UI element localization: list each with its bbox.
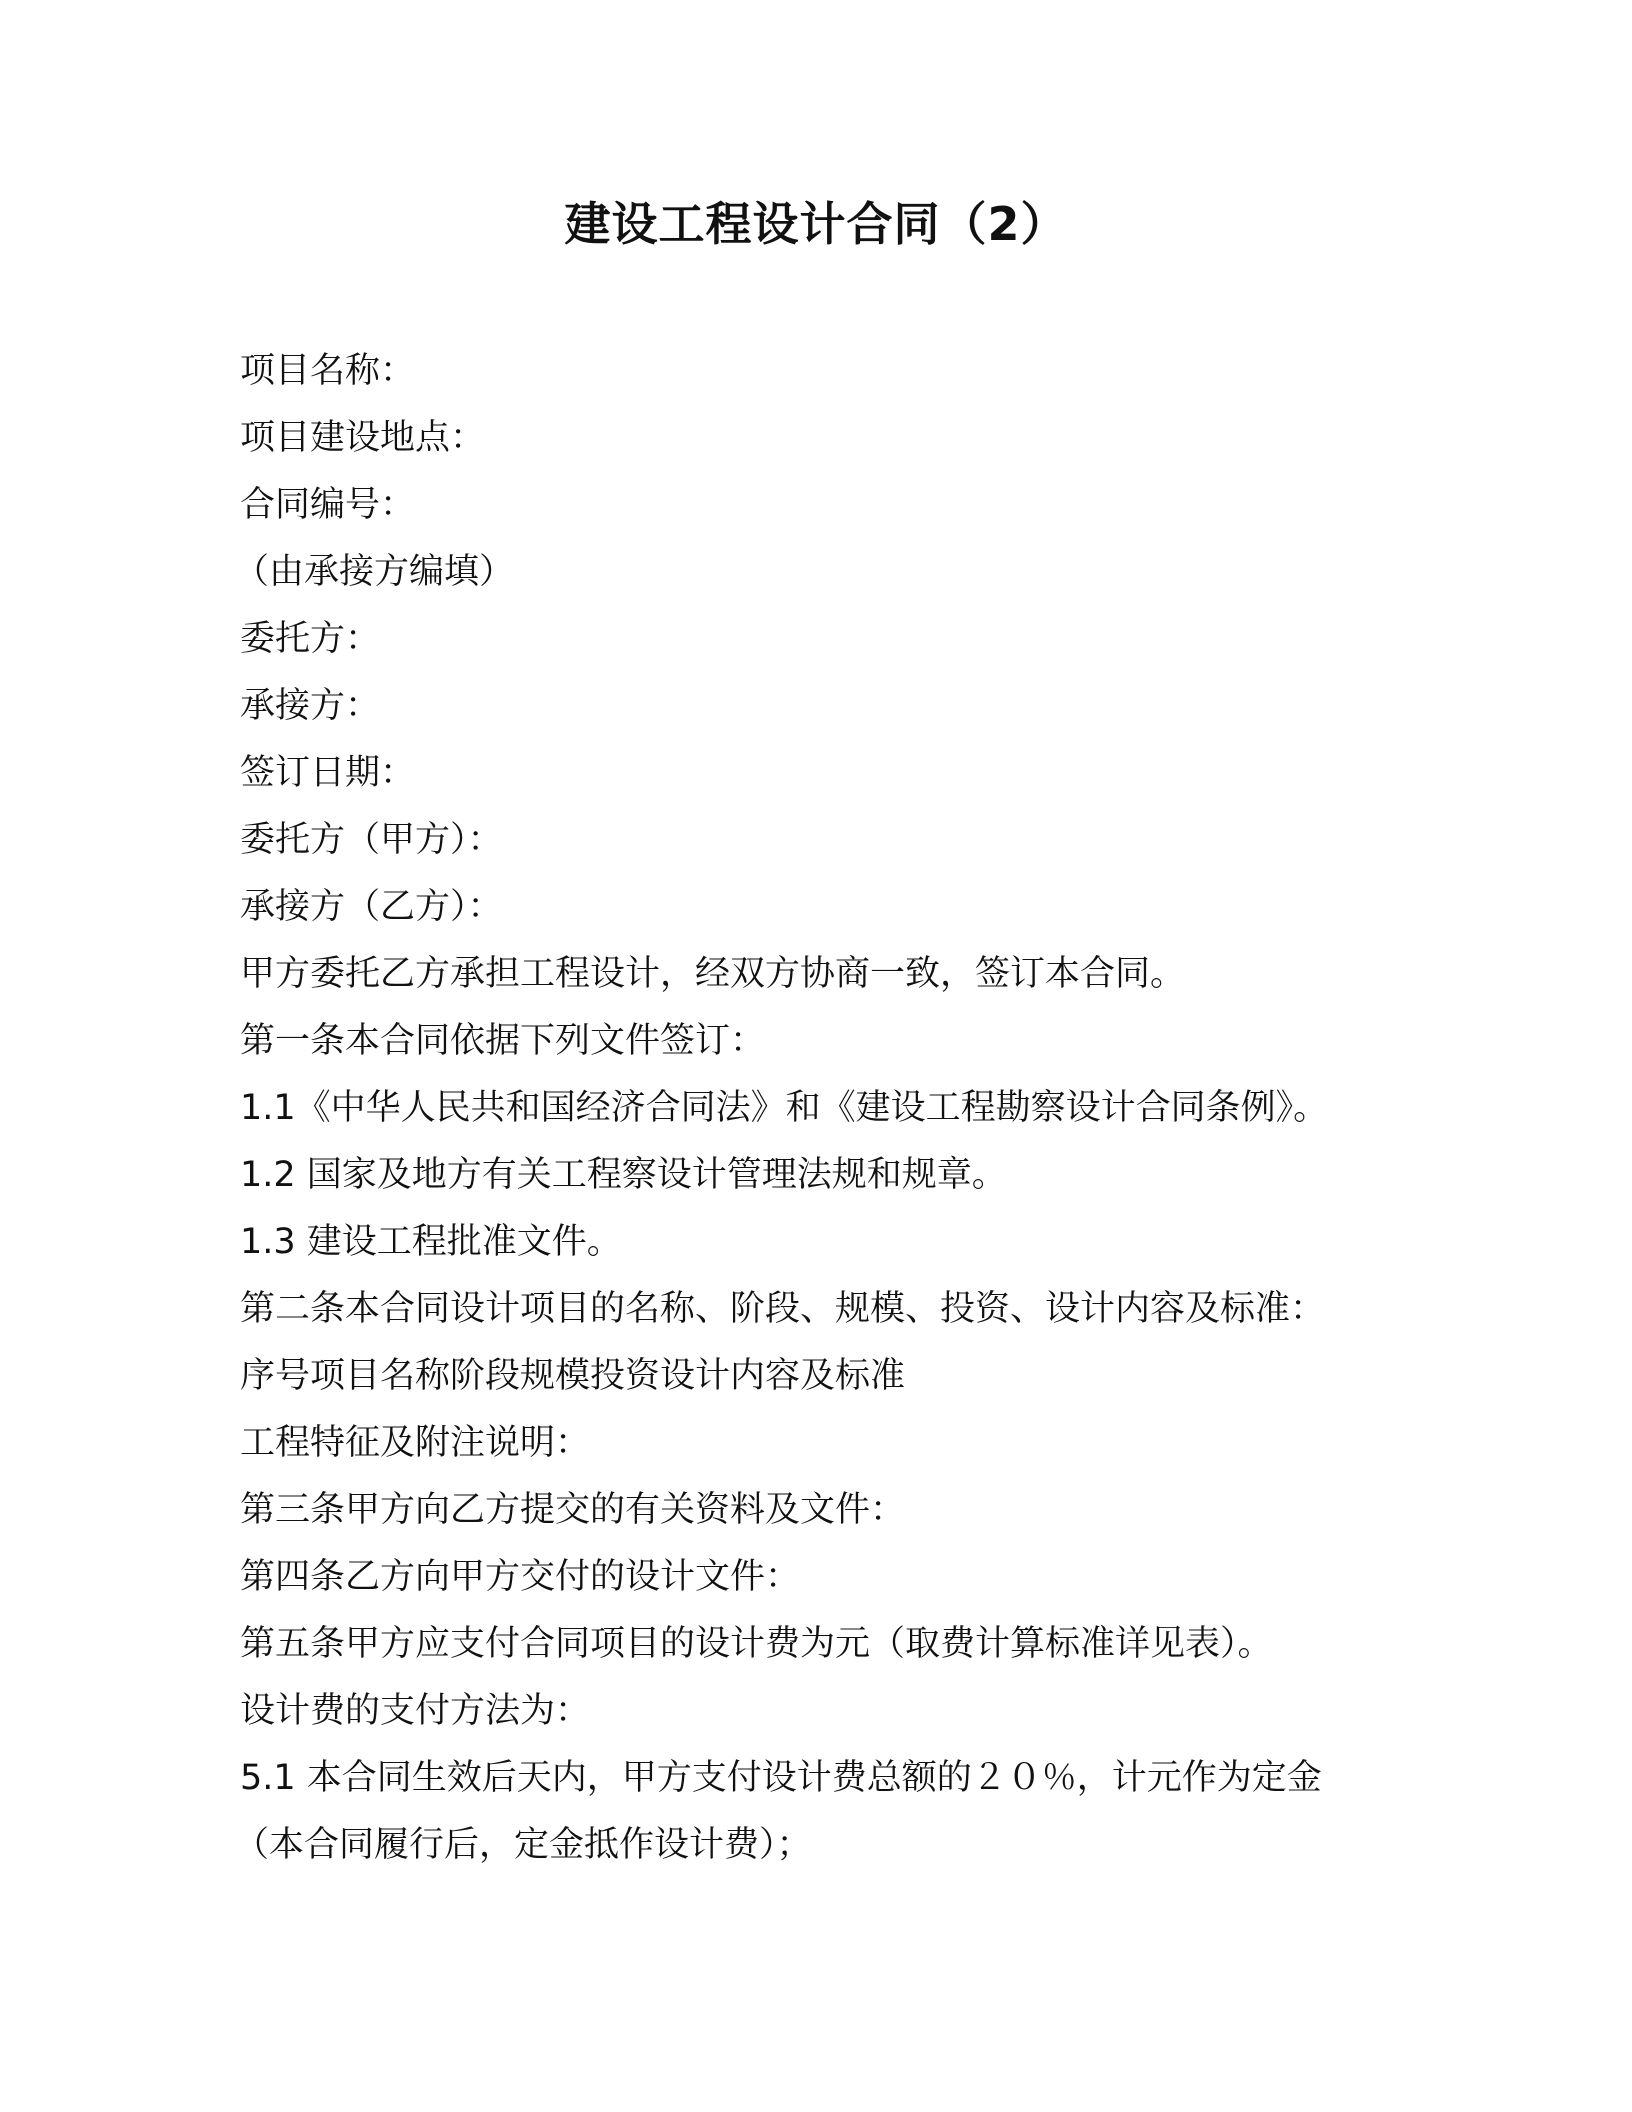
- document-title: 建设工程设计合同（2）: [564, 197, 1068, 251]
- article-5-item-1: 5.1 本合同生效后天内，甲方支付设计费总额的２０％，计元作为定金: [240, 1758, 1322, 1798]
- field-contract-number-note: （由承接方编填）: [234, 552, 515, 592]
- article-2-table-header: 序号项目名称阶段规模投资设计内容及标准: [240, 1356, 906, 1396]
- field-signing-date: 签订日期：: [240, 753, 416, 793]
- article-1-item-3: 1.3 建设工程批准文件。: [240, 1222, 622, 1262]
- article-5-item-1-continued: （本合同履行后，定金抵作设计费）；: [234, 1825, 812, 1865]
- field-contract-number: 合同编号：: [240, 485, 416, 525]
- article-1-item-1: 1.1《中华人民共和国经济合同法》和《建设工程勘察设计合同条例》。: [240, 1088, 1329, 1128]
- article-5-payment-method: 设计费的支付方法为：: [240, 1691, 591, 1731]
- field-client: 委托方：: [240, 619, 381, 659]
- field-party-a: 委托方（甲方）：: [240, 820, 503, 860]
- article-3-heading: 第三条甲方向乙方提交的有关资料及文件：: [240, 1490, 906, 1530]
- article-2-heading: 第二条本合同设计项目的名称、阶段、规模、投资、设计内容及标准：: [240, 1289, 1326, 1329]
- field-party-b: 承接方（乙方）：: [240, 887, 503, 927]
- article-1-item-2: 1.2 国家及地方有关工程察设计管理法规和规章。: [240, 1155, 1007, 1195]
- document-body: [234, 338, 1440, 1879]
- article-2-notes: 工程特征及附注说明：: [240, 1423, 591, 1463]
- field-contractor: 承接方：: [240, 686, 381, 726]
- article-1-heading: 第一条本合同依据下列文件签订：: [240, 1021, 766, 1061]
- field-project-name: 项目名称：: [240, 351, 416, 391]
- preamble-paragraph: 甲方委托乙方承担工程设计，经双方协商一致，签订本合同。: [240, 954, 1186, 994]
- article-4-heading: 第四条乙方向甲方交付的设计文件：: [240, 1557, 801, 1597]
- field-project-location: 项目建设地点：: [240, 418, 486, 458]
- article-5-heading: 第五条甲方应支付合同项目的设计费为元（取费计算标准详见表）。: [240, 1624, 1273, 1664]
